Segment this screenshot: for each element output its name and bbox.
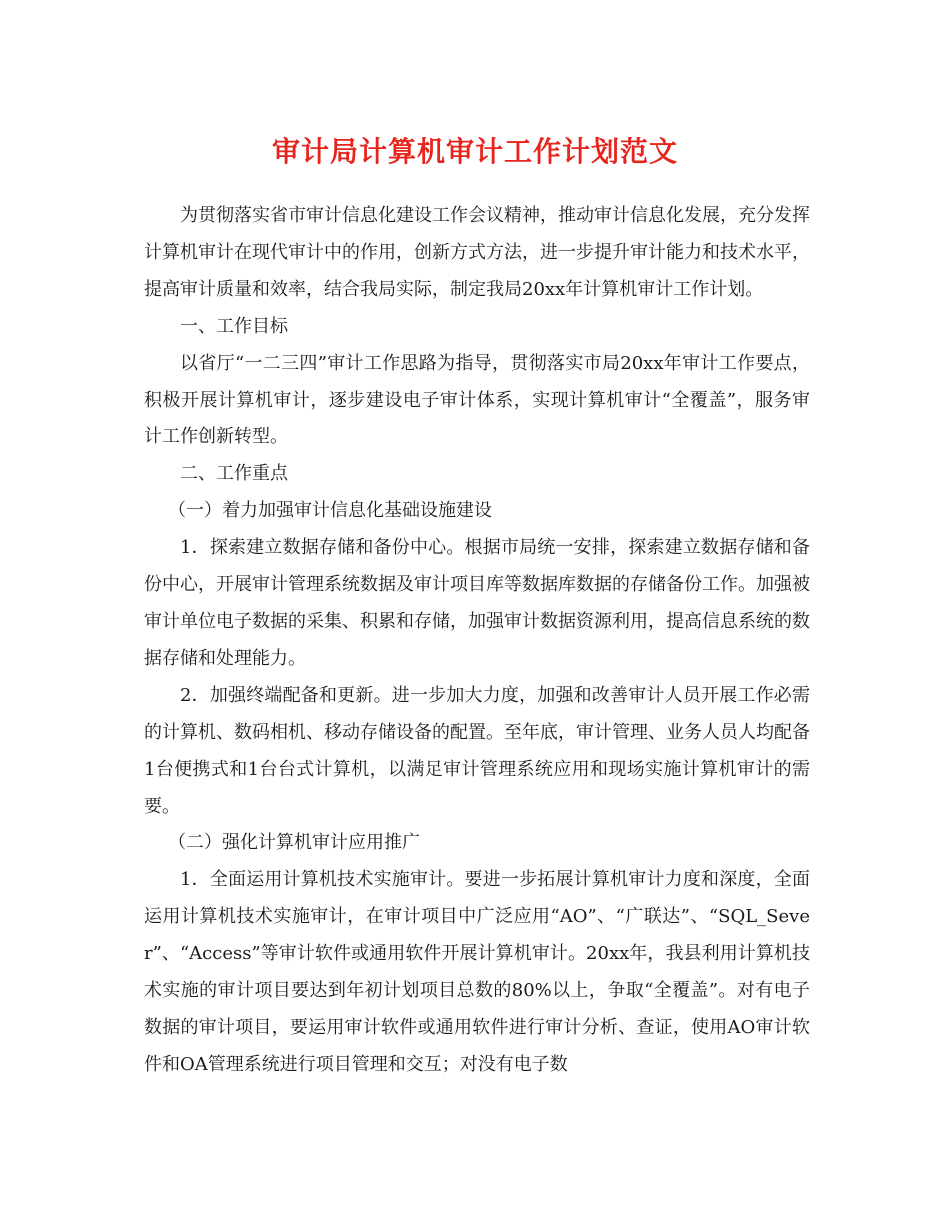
document-title: 审计局计算机审计工作计划范文 <box>271 135 678 168</box>
item-paragraph-computer-audit: 1．全面运用计算机技术实施审计。要进一步拓展计算机审计力度和深度，全面运用计算机技术实施审计，在审计项目中广泛应用“AO”、“广联达”、“SQL_Sever”、“Access”等审计软件或通用软件开展计算机审计。20xx年，我县利用计算机技术实施的审计项目要达到年初计划项目总数的80%以上，争取“全覆盖”。对有电子数据的审计项目，要运用审计软件或通用软件进行审计分析、查证，使用AO审计软件和OA管理系统进行项目管理和交互；对没有电子数 <box>144 869 810 1075</box>
subsection-heading-application: （二）强化计算机审计应用推广 <box>168 832 420 854</box>
intro-paragraph: 为贯彻落实省市审计信息化建设工作会议精神，推动审计信息化发展，充分发挥计算机审计在现代审计中的作用，创新方式方法，进一步提升审计能力和技术水平，提高审计质量和效率，结合我局实际，制定我局20xx年计算机审计工作计划。 <box>144 205 810 300</box>
goals-paragraph: 以省厅“一二三四”审计工作思路为指导，贯彻落实市局20xx年审计工作要点，积极开展计算机审计，逐步建设电子审计体系，实现计算机审计“全覆盖”，服务审计工作创新转型。 <box>144 352 810 448</box>
subsection-heading-infrastructure: （一）着力加强审计信息化基础设施建设 <box>168 500 492 522</box>
item-paragraph-data-center: 1．探索建立数据存储和备份中心。根据市局统一安排，探索建立数据存储和备份中心，开展审计管理系统数据及审计项目库等数据库数据的存储备份工作。加强被审计单位电子数据的采集、积累和存储，加强审计数据资源利用，提高信息系统的数据存储和处理能力。 <box>144 537 810 669</box>
section-heading-goals: 一、工作目标 <box>180 315 288 337</box>
item-paragraph-terminals: 2．加强终端配备和更新。进一步加大力度，加强和改善审计人员开展工作必需的计算机、数码相机、移动存储设备的配置。至年底，审计管理、业务人员人均配备1台便携式和1台台式计算机，以满足审计管理系统应用和现场实施计算机审计的需要。 <box>144 684 810 817</box>
document-body <box>144 198 810 1084</box>
section-heading-focus: 二、工作重点 <box>180 463 288 485</box>
